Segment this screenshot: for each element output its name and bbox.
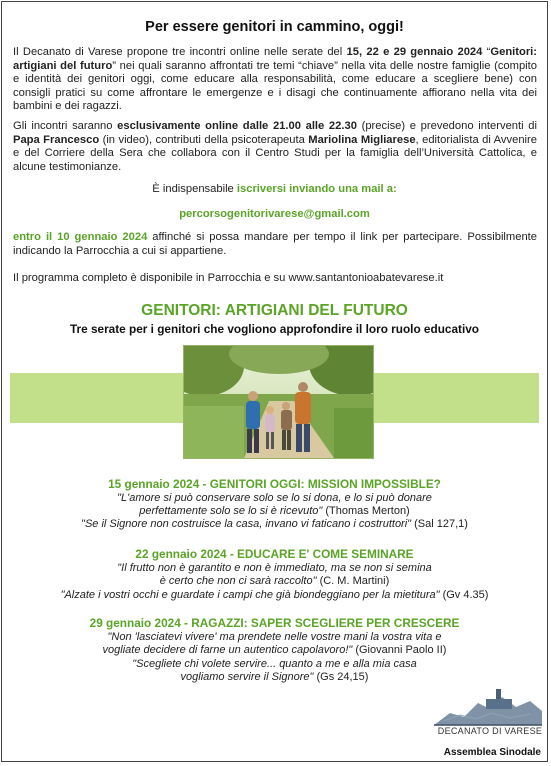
quote-text: è certo che non ci sarà raccolto" bbox=[159, 575, 317, 587]
footer-label: Assemblea Sinodale bbox=[443, 747, 541, 758]
intro-paragraph bbox=[13, 46, 537, 114]
quote-author: (Sal 127,1) bbox=[411, 518, 468, 530]
quote-author: (C. M. Martini) bbox=[316, 575, 390, 587]
quote-author: (Thomas Merton) bbox=[322, 505, 410, 517]
registration-email-link[interactable]: percorsogenitorivarese@gmail.com bbox=[179, 208, 370, 220]
registration-note bbox=[2, 183, 547, 195]
details-text: , editorialista di Avvenire e del Corriere della Sera che collabora con il Centro Studi per la famiglia dell’Università Cattolica, e alcune testimonianze. bbox=[13, 133, 537, 173]
online-schedule: esclusivamente online dalle 21.00 alle 22.30 bbox=[117, 120, 357, 132]
quote-text: perfettamente solo se lo si è ricevuto" bbox=[139, 505, 323, 517]
speaker-psychotherapist: Mariolina Migliarese bbox=[308, 133, 416, 146]
section-title: GENITORI: ARTIGIANI DEL FUTURO bbox=[141, 302, 408, 319]
event-3-quote-1: "Non 'lasciatevi vivere' ma prendete nelle vostre mani la vostra vita e bbox=[107, 631, 442, 643]
event-1-quote-2 bbox=[2, 518, 547, 531]
speaker-pope: Papa Francesco bbox=[13, 133, 100, 146]
logo-caption: DECANATO DI VARESE bbox=[437, 726, 543, 736]
section-subtitle: Tre serate per i genitori che vogliono approfondire il loro ruolo educativo bbox=[69, 322, 480, 336]
intro-text: Il Decanato di Varese propone tre incontri online nelle serate del bbox=[13, 46, 347, 58]
family-walking-photo bbox=[183, 345, 374, 459]
quote-author: (Gv 4.35) bbox=[439, 589, 489, 601]
event-1-quote-1-end bbox=[2, 505, 547, 518]
quote-author: (Gs 24,15) bbox=[313, 671, 369, 683]
event-3-heading: 29 gennaio 2024 - RAGAZZI: SAPER SCEGLIERE PER CRESCERE bbox=[89, 616, 460, 630]
details-text: Gli incontri saranno bbox=[13, 120, 118, 132]
deadline-paragraph bbox=[13, 231, 537, 258]
quote-text: "Alzate i vostri occhi e guardate i campi che già biondeggiano per la mietitura" bbox=[60, 589, 440, 601]
intro-text: ” nei quali saranno affrontati tre temi “chiave” nella vita delle nostre famiglie (compito e identità dei genitori oggi, come educare alla responsabilità, come educare a scegliere bene) con consigli pratici su come affrontare le emergenze e i disagi che continuamente affiorano nella vita dei bambini e dei ragazzi. bbox=[13, 59, 538, 113]
registration-instruction: iscriversi inviando una mail a: bbox=[236, 183, 397, 195]
details-text: (precise) e prevedono interventi di bbox=[356, 120, 537, 132]
event-1-quote-1: "L'amore si può conservare solo se lo si dona, e lo si può donare bbox=[117, 492, 432, 504]
intro-dates: 15, 22 e 29 gennaio 2024 bbox=[346, 46, 483, 58]
event-2-quote-1: "Il frutto non è garantito e non è immediato, ma se non si semina bbox=[117, 562, 432, 574]
page-title: Per essere genitori in cammino, oggi! bbox=[145, 19, 404, 35]
intro-text: “ bbox=[482, 46, 491, 58]
event-3-quote-2: "Scegliete chi volete servire... quanto a me e alla mia casa bbox=[132, 658, 417, 670]
details-text: (in video), contributi della psicoterapeuta bbox=[99, 133, 309, 146]
quote-text: vogliate decidere di farne un autentico capolavoro!" bbox=[102, 644, 353, 656]
event-2-quote-2 bbox=[2, 589, 547, 602]
event-3-quote-2-end bbox=[2, 671, 547, 684]
details-paragraph bbox=[13, 120, 537, 174]
event-2-quote-1-end bbox=[2, 575, 547, 588]
deadline-date: entro il 10 gennaio 2024 bbox=[13, 231, 148, 243]
deadline-text: affinché si possa mandare per tempo il link per partecipare. Possibilmente indicando la Parrocchia a cui si appartiene. bbox=[13, 231, 538, 257]
registration-text: È indispensabile bbox=[152, 183, 237, 195]
program-info: Il programma completo è disponibile in Parrocchia e su www.santantonioabatevarese.it bbox=[13, 272, 444, 284]
event-1-heading: 15 gennaio 2024 - GENITORI OGGI: MISSION IMPOSSIBLE? bbox=[108, 477, 441, 491]
flyer-page bbox=[1, 1, 548, 762]
intro-theme: Genitori: artigiani del futuro bbox=[13, 46, 538, 72]
quote-text: vogliamo servire il Signore" bbox=[180, 671, 314, 683]
event-2-heading: 22 gennaio 2024 - EDUCARE E' COME SEMINARE bbox=[135, 547, 414, 561]
event-3-quote-1-end bbox=[2, 644, 547, 657]
quote-text: "Se il Signore non costruisce la casa, invano vi faticano i costruttori" bbox=[81, 518, 412, 530]
quote-author: (Giovanni Paolo II) bbox=[352, 644, 447, 656]
